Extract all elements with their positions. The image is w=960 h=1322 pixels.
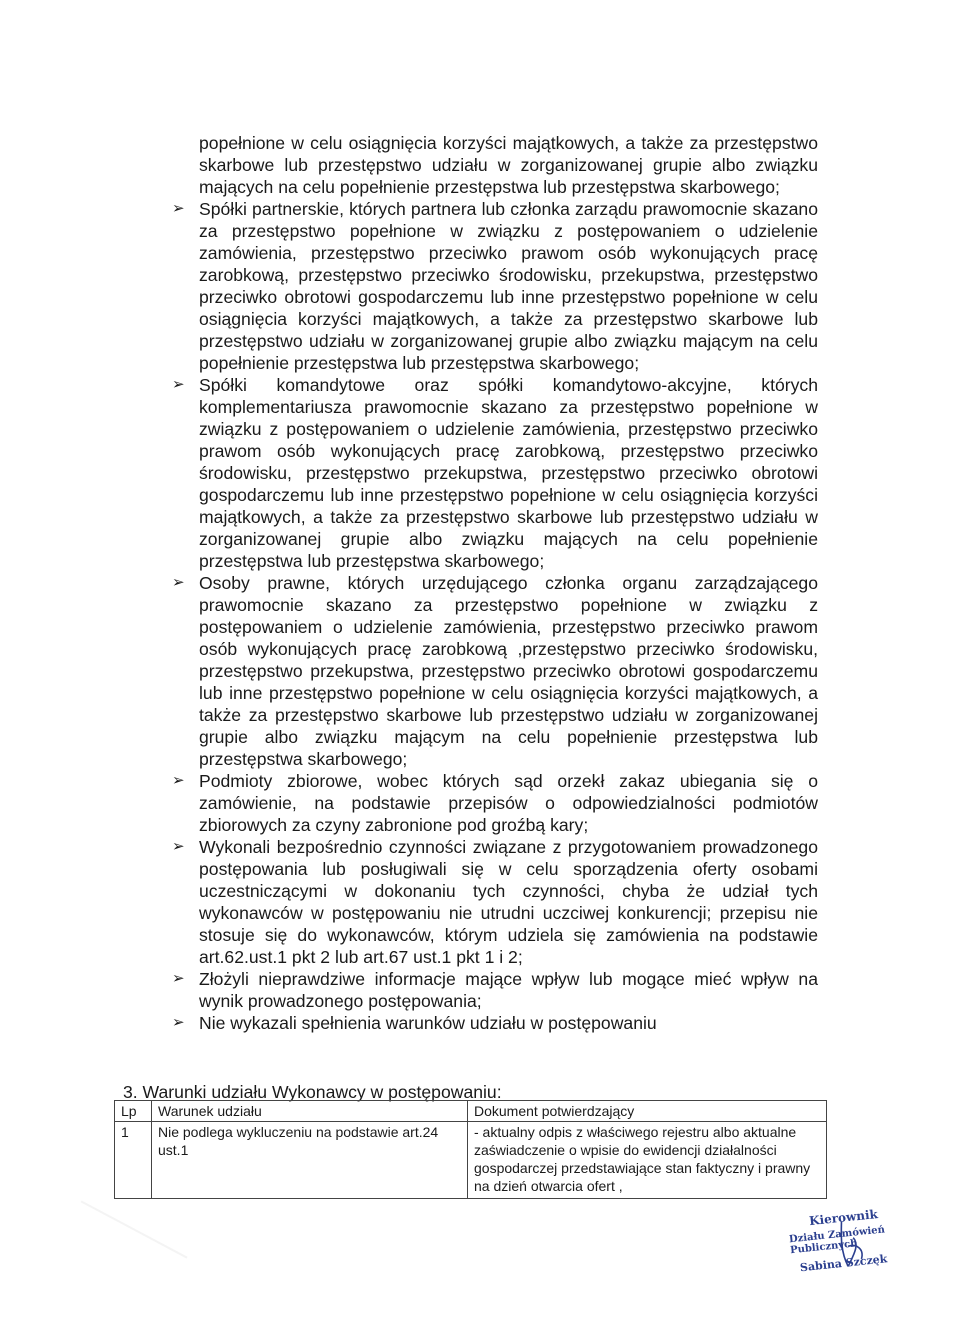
requirements-table (114, 1100, 827, 1199)
stamp-line-1: Kierownik (808, 1207, 879, 1229)
arrow-bullet-icon: ➢ (172, 1014, 185, 1031)
list-item-text: Podmioty zbiorowe, wobec których sąd orzekł zakaz ubiegania się o zamówienie, na podstawie przepisów o odpowiedzialności podmiotów zbiorowych za czyny zabronione pod groźbą kary; (199, 771, 818, 835)
column-header-warunek: Warunek udziału (152, 1101, 468, 1122)
arrow-bullet-icon: ➢ (172, 574, 185, 591)
stamp-line-2: Działu Zamówień Publicznych (788, 1224, 886, 1257)
table-header-row (115, 1101, 827, 1122)
faint-diagonal-mark (52, 1200, 187, 1311)
stamp-line-3: Sabina Szczęk (799, 1252, 888, 1275)
cell-warunek: Nie podlega wykluczeniu na podstawie art.24 ust.1 (152, 1122, 468, 1199)
arrow-bullet-icon: ➢ (172, 970, 185, 987)
list-item (172, 198, 818, 374)
official-stamp-signature (786, 1198, 934, 1292)
list-item-text: Wykonali bezpośrednio czynności związane z przygotowaniem prowadzonego postępowania lub posługiwali się w celu sporządzenia oferty osobami uczestniczącymi w dokonaniu tych czynności, chyba że udział tych wykonawców w postępowaniu nie utrudni uczciwej konkurencji; przepisu nie stosuje się do wykonawców, którym udziela się zamówienia na podstawie art.62.ust.1 pkt 2 lub art.67 ust.1 pkt 1 i 2; (199, 837, 818, 967)
handwritten-signature-icon (831, 1214, 877, 1278)
list-item-text: Spółki partnerskie, których partnera lub członka zarządu prawomocnie skazano za przestępstwo popełnione w związku z postępowaniem o udzielenie zamówienia, przestępstwo przeciwko prawom osób wykonujących pracę zarobkową, przestępstwo przeciwko środowisku, przekupstwa, przestępstwo przeciwko obrotowi gospodarczemu lub inne przestępstwo popełnione w celu osiągnięcia korzyści majątkowych, a także za przestępstwo skarbowe lub przestępstwo udziału w zorganizowanej grupie albo związku mającym na celu popełnienie przestępstwa lub przestępstwa skarbowego; (199, 199, 818, 373)
arrow-bullet-icon: ➢ (172, 376, 185, 393)
intro-paragraph: popełnione w celu osiągnięcia korzyści majątkowych, a także za przestępstwo skarbowe lub przestępstwo udziału w zorganizowanej grupie albo związku mających na celu popełnienie przestępstwa lub przestępstwa skarbowego; (199, 133, 818, 197)
arrow-bullet-icon: ➢ (172, 200, 185, 217)
list-item (172, 1012, 818, 1034)
list-item (172, 770, 818, 836)
list-item (172, 968, 818, 1012)
column-header-lp: Lp (115, 1101, 152, 1122)
cell-dokument: - aktualny odpis z właściwego rejestru albo aktualne zaświadczenie o wpisie do ewidencji działalności gospodarczej przedstawiające stan faktyczny i prawny na dzień otwarcia ofert , (468, 1122, 827, 1199)
list-item (172, 836, 818, 968)
list-item-text: Spółki komandytowe oraz spółki komandytowo-akcyjne, których komplementariusza prawomocnie skazano za przestępstwo popełnione w związku z postępowaniem o udzielenie zamówienia, przestępstwo przeciwko prawom osób wykonujących pracę zarobkową, przestępstwo przeciwko środowisku, przestępstwo przekupstwa, przestępstwo przeciwko obrotowi gospodarczemu lub inne przestępstwo popełnione w celu osiągnięcia korzyści majątkowych, a także za przestępstwo skarbowe lub przestępstwo udziału w zorganizowanej grupie albo związku mających na celu popełnienie przestępstwa lub przestępstwa skarbowego; (199, 375, 818, 571)
column-header-dokument: Dokument potwierdzający (468, 1101, 827, 1122)
cell-lp: 1 (115, 1122, 152, 1199)
section-3-heading: 3. Warunki udziału Wykonawcy w postępowaniu: (123, 1082, 502, 1102)
table-row (115, 1122, 827, 1199)
arrow-bullet-icon: ➢ (172, 772, 185, 789)
arrow-bullet-icon: ➢ (172, 838, 185, 855)
exclusion-list-section (172, 132, 818, 1034)
list-item-text: Osoby prawne, których urzędującego członka organu zarządzającego prawomocnie skazano za przestępstwo popełnione w związku z postępowaniem o udzielenie zamówienia, przestępstwo przeciwko prawom osób wykonujących pracę zarobkową ,przestępstwo przeciwko środowisku, przestępstwo przekupstwa, przestępstwo przeciwko obrotowi gospodarczemu lub inne przestępstwo popełnione w celu osiągnięcia korzyści majątkowych, a także za przestępstwo skarbowe lub przestępstwo udziału w zorganizowanej grupie albo związku mającym na celu popełnienie przestępstwa lub przestępstwa skarbowego; (199, 573, 818, 769)
list-item-text: Złożyli nieprawdziwe informacje mające wpływ lub mogące mieć wpływ na wynik prowadzonego postępowania; (199, 969, 818, 1011)
list-item (172, 374, 818, 572)
list-item-text: Nie wykazali spełnienia warunków udziału w postępowaniu (199, 1013, 657, 1033)
exclusion-bullet-list (172, 198, 818, 1034)
list-item (172, 572, 818, 770)
